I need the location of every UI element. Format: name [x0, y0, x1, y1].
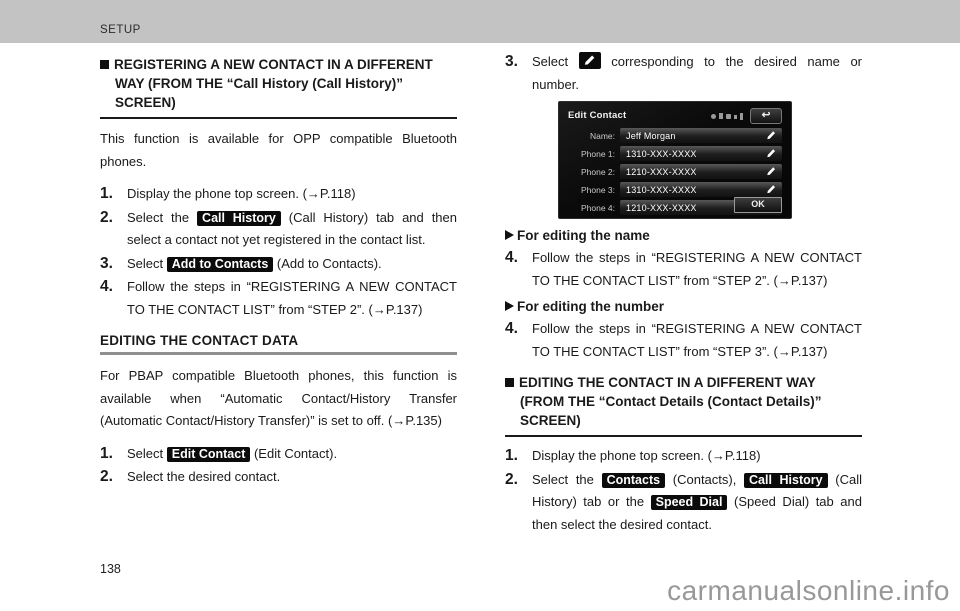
- left-column: [100, 55, 457, 490]
- triangle-marker-icon: [505, 230, 514, 240]
- step-text: [127, 443, 457, 466]
- step-text: [127, 253, 457, 276]
- step-item: [100, 443, 457, 466]
- right-column: [505, 51, 862, 537]
- step-text: [127, 207, 457, 252]
- step-number: 2.: [100, 468, 113, 485]
- pbap-intro-paragraph: For PBAP compatible Bluetooth phones, this function is available when “Automatic Contact/History Transfer (Automatic Contact/History Transfer)” is set to off. (→P.135): [100, 368, 457, 428]
- screenshot-title: Edit Contact: [568, 110, 627, 121]
- subsection-for-editing-name: [505, 226, 862, 245]
- step-text: [127, 466, 457, 489]
- text-run: Display the phone top screen. (→P.118): [127, 186, 356, 201]
- step-text: [532, 318, 862, 363]
- inline-button-tag: Call History: [744, 473, 828, 488]
- battery-status-icon: [726, 114, 731, 119]
- field-value: 1210-XXX-XXXX: [626, 166, 697, 177]
- subsection-label: For editing the number: [517, 299, 664, 314]
- field-value-box: [620, 128, 782, 143]
- field-label: Phone 1:: [580, 148, 615, 159]
- pencil-icon: [765, 166, 778, 177]
- field-value-box: [620, 146, 782, 161]
- text-run: Follow the steps in “REGISTERING A NEW CONTACT TO THE CONTACT LIST” from “STEP 2”. (→P.137): [127, 279, 457, 317]
- text-run: (Call History) tab and then select a contact not yet registered in the contact list.: [127, 209, 457, 247]
- pencil-icon: [765, 130, 778, 141]
- step-item: [505, 247, 862, 292]
- step-item: [100, 183, 457, 206]
- step-number: 1.: [505, 447, 518, 464]
- inline-button-tag: Call History: [197, 211, 281, 226]
- signal-bar-icon: [734, 115, 737, 119]
- subsection-label: For editing the name: [517, 228, 650, 243]
- text-run: Select the: [532, 471, 602, 487]
- step-number: 2.: [505, 470, 518, 488]
- step-number: 1.: [100, 444, 113, 462]
- steps-list: [505, 318, 862, 363]
- page-header-band: [0, 0, 960, 43]
- step-item: [505, 51, 862, 96]
- step-item: [100, 207, 457, 252]
- field-label: Name:: [589, 130, 615, 141]
- text-run: Select: [532, 54, 579, 69]
- steps-list: [100, 183, 457, 321]
- pencil-icon: [765, 148, 778, 159]
- field-value: 1310-XXX-XXXX: [626, 184, 697, 195]
- text-run: Select the: [127, 209, 198, 225]
- text-run: Select the desired contact.: [127, 469, 281, 484]
- step-item: [505, 445, 862, 468]
- field-value-box: [620, 164, 782, 179]
- text-run: (Speed Dial) tab and then select the desired contact.: [532, 494, 862, 532]
- inline-button-tag: Edit Contact: [167, 447, 251, 462]
- step-item: [505, 469, 862, 537]
- section-heading-text: EDITING THE CONTACT IN A DIFFERENT WAY (FROM THE “Contact Details (Contact Details)” SCREEN): [519, 375, 822, 428]
- phone-status-icon: [719, 113, 723, 119]
- section-heading-registering-new-contact: [100, 55, 457, 119]
- field-value: Jeff Morgan: [626, 130, 676, 141]
- back-button: [750, 108, 782, 124]
- contact-field-row: [568, 164, 782, 179]
- opp-intro-paragraph: This function is available for OPP compatible Bluetooth phones.: [100, 131, 457, 169]
- page-number: 138: [100, 562, 121, 576]
- steps-list: [505, 247, 862, 292]
- step-item: [100, 276, 457, 321]
- inline-button-tag: Add to Contacts: [167, 257, 274, 272]
- edit-contact-screenshot: [558, 101, 792, 219]
- step-text: [532, 469, 862, 537]
- text-run: corresponding to the desired name or number.: [532, 54, 862, 92]
- step-text: [532, 445, 862, 468]
- text-run: (Add to Contacts).: [273, 255, 382, 271]
- status-icons: [711, 111, 743, 120]
- status-icon: [711, 114, 716, 119]
- text-run: Follow the steps in “REGISTERING A NEW CONTACT TO THE CONTACT LIST” from “STEP 3”. (→P.137): [532, 321, 862, 359]
- step-text: [127, 276, 457, 321]
- ok-button-wrap: [734, 194, 782, 213]
- field-label: Phone 4:: [580, 202, 615, 213]
- section-heading-editing-different-way: [505, 373, 862, 437]
- text-run: Display the phone top screen. (→P.118): [532, 448, 761, 463]
- contact-field-row: [568, 146, 782, 161]
- watermark-text: carmanualsonline.info: [667, 575, 950, 606]
- step-number: 3.: [100, 254, 113, 272]
- steps-list: [100, 443, 457, 489]
- steps-list: [505, 445, 862, 536]
- square-bullet-icon: [505, 378, 514, 387]
- step-number: 3.: [505, 53, 518, 70]
- text-run: Follow the steps in “REGISTERING A NEW CONTACT TO THE CONTACT LIST” from “STEP 2”. (→P.137): [532, 250, 862, 288]
- field-value: 1310-XXX-XXXX: [626, 148, 697, 159]
- text-run: Select: [127, 255, 167, 271]
- inline-button-tag: Speed Dial: [651, 495, 728, 510]
- section-heading-text: REGISTERING A NEW CONTACT IN A DIFFERENT WAY (FROM THE “Call History (Call History)” SCREEN): [114, 57, 433, 110]
- text-run: (Edit Contact).: [250, 445, 338, 461]
- text-run: (Contacts),: [665, 471, 745, 487]
- step-number: 4.: [505, 320, 518, 337]
- header-label: SETUP: [100, 24, 141, 36]
- ok-button: OK: [734, 197, 782, 213]
- steps-list: [505, 51, 862, 96]
- subsection-for-editing-number: [505, 297, 862, 316]
- text-run: Select: [127, 445, 167, 461]
- step-number: 4.: [505, 249, 518, 266]
- step-text: [532, 51, 862, 96]
- signal-bar-icon: [740, 113, 743, 120]
- inline-button-tag: Contacts: [602, 473, 665, 488]
- field-value: 1210-XXX-XXXX: [626, 202, 697, 213]
- text-run: (Call History) tab or the: [532, 471, 862, 509]
- step-text: [127, 183, 457, 206]
- pencil-icon: [579, 52, 601, 69]
- step-item: [100, 466, 457, 489]
- step-number: 1.: [100, 185, 113, 202]
- field-label: Phone 3:: [580, 184, 615, 195]
- step-number: 2.: [100, 208, 113, 226]
- step-item: [505, 318, 862, 363]
- screenshot-titlebar: [568, 108, 782, 123]
- section-heading-editing-contact-data: EDITING THE CONTACT DATA: [100, 333, 457, 355]
- step-item: [100, 253, 457, 276]
- triangle-marker-icon: [505, 301, 514, 311]
- square-bullet-icon: [100, 60, 109, 69]
- step-number: 4.: [100, 278, 113, 295]
- step-text: [532, 247, 862, 292]
- field-label: Phone 2:: [580, 166, 615, 177]
- contact-field-row: [568, 128, 782, 143]
